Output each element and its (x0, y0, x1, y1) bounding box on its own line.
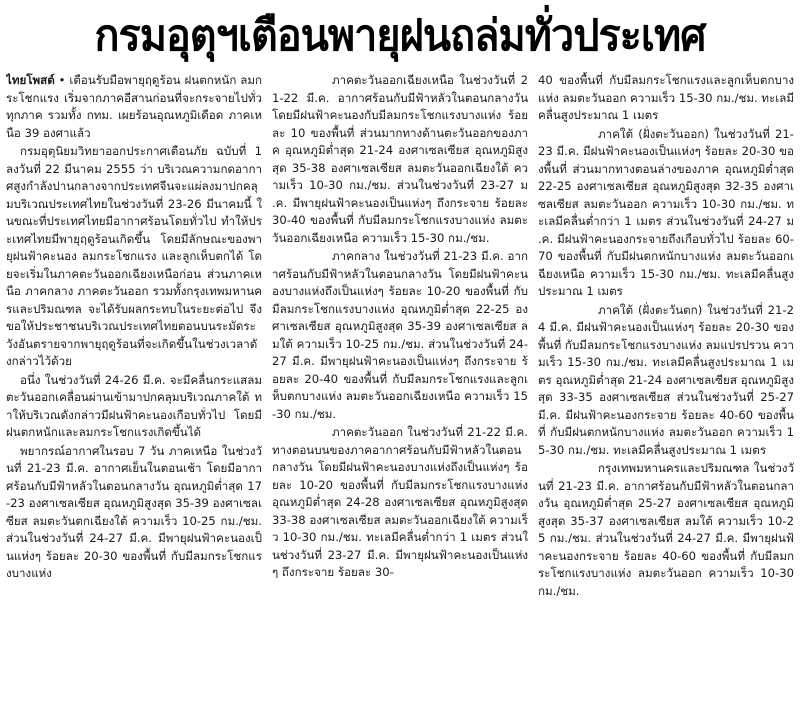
paragraph: ภาคใต้ (ฝั่งตะวันออก) ในช่วงวันที่ 21-23 มี.ค. มีฝนฟ้าคะนองเป็นแห่งๆ ร้อยละ 20-30 ของพื้นที่ ส่วนมากทางตอนล่างของภาค อุณหภูมิต่ำสุด 22-25 องศาเซลเซียส อุณหภูมิสูงสุด 32-35 องศาเซลเซียส ลมตะวันออก ความเร็ว 10-30 กม./ชม. ทะเลมีคลื่นต่ำกว่า 1 เมตร ส่วนในช่วงวันที่ 24-27 มี.ค. มีฝนฟ้าคะนองกระจายถึงเกือบทั่วไป ร้อยละ 60-70 ของพื้นที่ กับมีฝนตกหนักบางแห่ง ลมตะวันออกเฉียงเหนือ ความเร็ว 15-30 กม./ชม. ทะเลมีคลื่นสูงประมาณ 1 เมตร (538, 126, 794, 298)
dateline: ไทยโพสต์ (6, 73, 55, 87)
column-3 (538, 72, 794, 722)
column-1 (6, 72, 262, 722)
article-body (6, 72, 794, 722)
column-2 (272, 72, 528, 722)
paragraph: ภาคตะวันออกเฉียงเหนือ ในช่วงวันที่ 21-22 มี.ค. อากาศร้อนกับมีฟ้าหลัวในตอนกลางวัน โดยมีฝนฟ้าคะนองกับมีลมกระโชกแรงบางแห่ง ร้อยละ 10 ของพื้นที่ ส่วนมากทางด้านตะวันออกของภาค อุณหภูมิต่ำสุด 21-24 องศาเซลเซียส อุณหภูมิสูงสุด 35-38 องศาเซลเซียส ลมตะวันออกเฉียงใต้ ความเร็ว 10-30 กม./ชม. ส่วนในช่วงวันที่ 23-27 มี.ค. มีพายุฝนฟ้าคะนองเป็นแห่งๆ ถึงกระจาย ร้อยละ 30-40 ของพื้นที่ กับมีลมกระโชกแรงบางแห่ง ลมตะวันออกเฉียงเหนือ ความเร็ว 15-30 กม./ชม. (272, 73, 528, 245)
paragraph: ภาคตะวันออก ในช่วงวันที่ 21-22 มี.ค. ทางตอนบนของภาคอากาศร้อนกับมีฟ้าหลัวในตอนกลางวัน โดยมีฝนฟ้าคะนองบางแห่งถึงเป็นแห่งๆ ร้อยละ 10-20 ของพื้นที่ กับมีลมกระโชกแรงบางแห่ง อุณหภูมิต่ำสุด 24-28 องศาเซลเซียส อุณหภูมิสูงสุด 33-38 องศาเซลเซียส ลมตะวันออกเฉียงใต้ ความเร็ว 10-30 กม./ชม. ทะเลมีคลื่นต่ำกว่า 1 เมตร ส่วนในช่วงวันที่ 23-27 มี.ค. มีพายุฝนฟ้าคะนองเป็นแห่งๆ ถึงกระจาย ร้อยละ 30- (272, 425, 528, 579)
headline: กรมอุตุฯเตือนพายุฝนถล่มทั่วประเทศ (94, 11, 706, 61)
lead-text: • เตือนรับมือพายุฤดูร้อน ฝนตกหนัก ลมกระโชกแรง เริ่มจากภาคอีสานก่อนที่จะกระจายไปทั่วทุกภาค รวมทั้ง กทม. เผยร้อนอุณหภูมิเดือด ภาคเหนือ 39 องศาแล้ว (6, 73, 262, 140)
paragraph: กรุงเทพมหานครและปริมณฑล ในช่วงวันที่ 21-23 มี.ค. อากาศร้อนกับมีฟ้าหลัวในตอนกลางวัน อุณหภูมิต่ำสุด 25-27 องศาเซลเซียส อุณหภูมิสูงสุด 35-37 องศาเซลเซียส ลมใต้ ความเร็ว 10-25 กม./ชม. ส่วนในช่วงวันที่ 24-27 มี.ค. มีพายุฝนฟ้าคะนองกระจาย ร้อยละ 40-60 ของพื้นที่ กับมีลมกระโชกแรงบางแห่ง ลมตะวันออก ความเร็ว 10-30 กม./ชม. (538, 461, 794, 598)
paragraph: ภาคกลาง ในช่วงวันที่ 21-23 มี.ค. อากาศร้อนกับมีฟ้าหลัวในตอนกลางวัน โดยมีฝนฟ้าคะนองบางแห่งถึงเป็นแห่งๆ ร้อยละ 10-20 ของพื้นที่ กับมีลมกระโชกแรงบางแห่ง อุณหภูมิต่ำสุด 22-25 องศาเซลเซียส อุณหภูมิสูงสุด 35-39 องศาเซลเซียส ลมใต้ ความเร็ว 10-25 กม./ชม. ส่วนในช่วงวันที่ 24-27 มี.ค. มีพายุฝนฟ้าคะนองเป็นแห่งๆ ถึงกระจาย ร้อยละ 20-40 ของพื้นที่ กับมีลมกระโชกแรงและลูกเห็บตกบางแห่ง ลมตะวันออกเฉียงเหนือ ความเร็ว 15-30 กม./ชม. (272, 249, 528, 421)
paragraph: อนึ่ง ในช่วงวันที่ 24-26 มี.ค. จะมีคลื่นกระแสลมตะวันออกเคลื่อนผ่านเข้ามาปกคลุมบริเวณภาคใต้ ทำให้บริเวณดังกล่าวมีฝนฟ้าคะนองเกือบทั่วไป โดยมีฝนตกหนักและลมกระโชกแรงเกิดขึ้นได้ (6, 372, 262, 439)
paragraph: พยากรณ์อากาศในรอบ 7 วัน ภาคเหนือ ในช่วงวันที่ 21-23 มี.ค. อากาศเย็นในตอนเช้า โดยมีอากาศร้อนกับมีฟ้าหลัวในตอนกลางวัน อุณหภูมิต่ำสุด 17-23 องศาเซลเซียส อุณหภูมิสูงสุด 35-39 องศาเซลเซียส ลมตะวันตกเฉียงใต้ ความเร็ว 10-25 กม./ชม. ส่วนในช่วงวันที่ 24-27 มี.ค. มีพายุฝนฟ้าคะนองเป็นแห่งๆ ร้อยละ 20-30 ของพื้นที่ กับมีลมกระโชกแรงบางแห่ง (6, 443, 262, 580)
paragraph: 40 ของพื้นที่ กับมีลมกระโชกแรงและลูกเห็บตกบางแห่ง ลมตะวันออก ความเร็ว 15-30 กม./ชม. ทะเลมีคลื่นสูงประมาณ 1 เมตร (538, 73, 794, 122)
lead-paragraph (6, 72, 262, 142)
paragraph: ภาคใต้ (ฝั่งตะวันตก) ในช่วงวันที่ 21-24 มี.ค. มีฝนฟ้าคะนองเป็นแห่งๆ ร้อยละ 20-30 ของพื้นที่ กับมีลมกระโชกแรงบางแห่ง ลมแปรปรวน ความเร็ว 15-30 กม./ชม. ทะเลมีคลื่นสูงประมาณ 1 เมตร อุณหภูมิต่ำสุด 21-24 องศาเซลเซียส อุณหภูมิสูงสุด 33-35 องศาเซลเซียส ส่วนในช่วงวันที่ 25-27 มี.ค. มีฝนฟ้าคะนองกระจาย ร้อยละ 40-60 ของพื้นที่ กับมีฝนตกหนักบางแห่ง ลมตะวันออก ความเร็ว 15-30 กม./ชม. ทะเลมีคลื่นสูงประมาณ 1 เมตร (538, 302, 794, 457)
paragraph: กรมอุตุนิยมวิทยาออกประกาศเตือนภัย ฉบับที่ 1 ลงวันที่ 22 มีนาคม 2555 ว่า บริเวณความกดอากาศสูงกำลังปานกลางจากประเทศจีนจะแผ่ลงมาปกคลุมบริเวณประเทศไทยในช่วงวันที่ 23-26 มีนาคมนี้ ในขณะที่ประเทศไทยมีอากาศร้อนโดยทั่วไป ทำให้ประเทศไทยมีพายุฤดูร้อนเกิดขึ้น โดยมีลักษณะของพายุฝนฟ้าคะนอง ลมกระโชกแรง และลูกเห็บตกได้ โดยจะเริ่มในภาคตะวันออกเฉียงเหนือก่อน ส่วนภาคเหนือ ภาคกลาง ภาคตะวันออก รวมทั้งกรุงเทพมหานครและปริมณฑล จะได้รับผลกระทบในระยะต่อไป จึงขอให้ประชาชนบริเวณประเทศไทยตอนบนระมัดระวังอันตรายจากพายุฤดูร้อนที่จะเกิดขึ้นในช่วงเวลาดังกล่าวไว้ด้วย (6, 144, 262, 368)
